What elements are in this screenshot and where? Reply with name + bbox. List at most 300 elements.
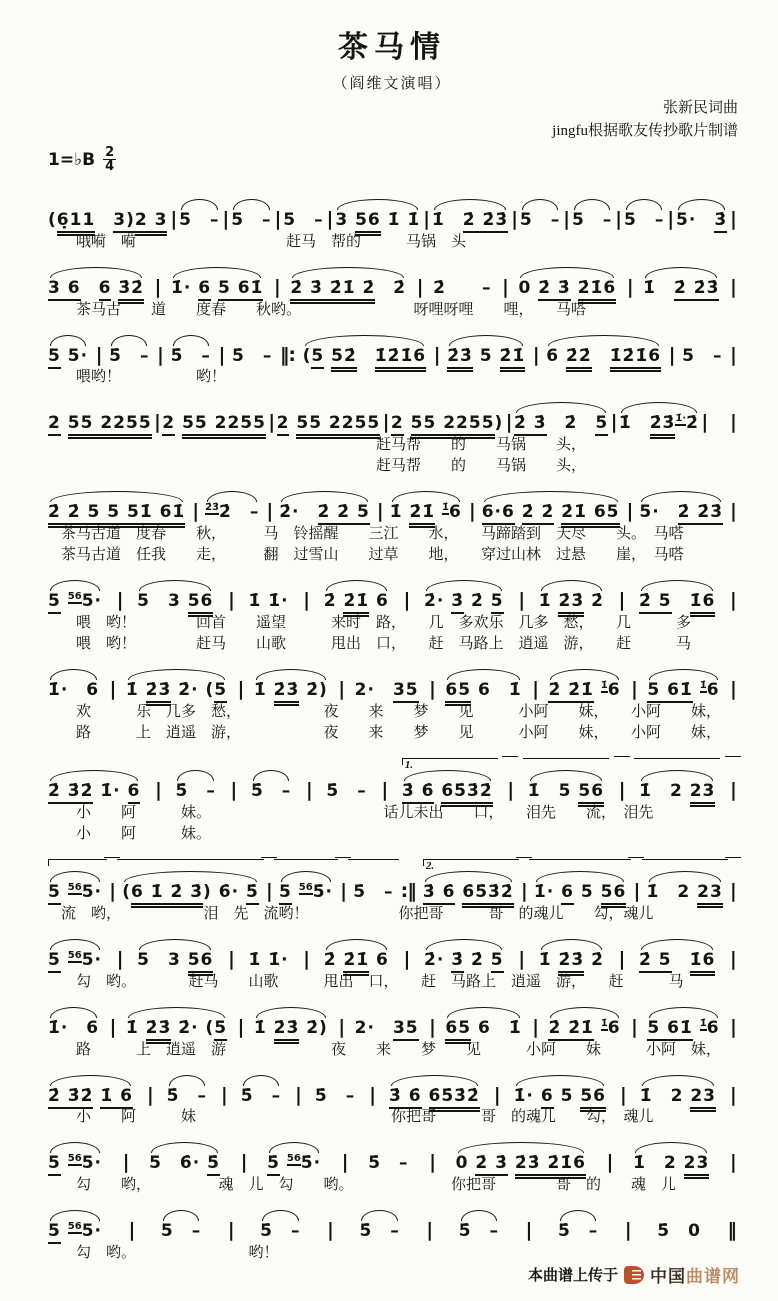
notation-cell <box>572 211 612 230</box>
notation-cell <box>167 1087 207 1106</box>
note-group: 3̇ 6̇ <box>389 1086 422 1109</box>
bar-line: | <box>433 343 440 366</box>
music-system <box>46 1199 738 1264</box>
note-group: 6 <box>449 502 462 523</box>
note-group <box>61 1221 68 1241</box>
note-group: 1̇ 2 <box>646 881 698 902</box>
notation-cell <box>137 951 213 970</box>
bar-line: | <box>729 1015 736 1038</box>
notation-cell <box>254 1019 328 1038</box>
note-group: 5· <box>639 502 678 523</box>
note-group: 5 <box>214 1018 227 1041</box>
note-group <box>594 1018 601 1038</box>
note-group: 5 6̇· <box>149 1153 208 1174</box>
note-group: 55 2255 <box>296 413 380 439</box>
note-group: 5 61̇ <box>647 1018 692 1041</box>
note-group: 1̇ <box>125 1017 146 1038</box>
credit-transcriber: jingfu根据歌友传抄歌片制谱 <box>552 123 738 140</box>
notation-cell <box>432 211 508 230</box>
bar-line: | <box>403 589 410 612</box>
note-group: 35 <box>393 680 419 703</box>
note-group: 5 <box>214 680 227 703</box>
notation-row <box>46 391 738 435</box>
note-group: 5̇ – <box>353 881 394 902</box>
bar-line: | <box>95 343 102 366</box>
note-group: 1̇6 <box>690 591 716 617</box>
note-group <box>672 950 690 970</box>
note-group: 6 <box>607 1017 621 1038</box>
music-system <box>46 1131 738 1196</box>
cnscore-logo-icon <box>624 1266 644 1284</box>
note-group: 6 <box>706 680 720 701</box>
notation-cell <box>355 1019 419 1038</box>
note-group: 5 3 <box>137 591 188 612</box>
note-group: 2̇) <box>299 680 328 701</box>
grace-note: 56 <box>67 1221 82 1233</box>
notation-cell <box>368 1154 408 1173</box>
note-group: 5̇ – <box>314 1085 356 1106</box>
note-group: 5· <box>81 949 102 970</box>
note-group: 2̇1̇ 65 <box>561 502 619 528</box>
lyric-line: 喂哟！ 哟！ <box>46 369 227 386</box>
note-group: 1̇ 1̇· <box>248 591 289 612</box>
note-group: 5· <box>81 591 102 612</box>
note-group: 2̇ – <box>433 277 492 298</box>
repeat-bar-line: ‖: <box>279 343 295 366</box>
note-group: 1̇ <box>253 1017 274 1038</box>
note-group: 5̇· <box>312 881 333 902</box>
note-group <box>693 1018 700 1038</box>
note-group: ( <box>48 209 57 230</box>
note-group: 35 <box>393 1018 419 1041</box>
notation-cell <box>251 782 291 801</box>
grace-note: 1̇ <box>442 502 450 514</box>
bar-line: | <box>626 500 633 523</box>
note-group: 5 – <box>682 345 723 366</box>
grace-note: 1̇ <box>699 1017 707 1029</box>
note-group: 0 <box>455 1153 476 1174</box>
note-group: 2̇) <box>299 1017 328 1038</box>
bar-line: | <box>618 779 625 802</box>
notation-row <box>46 256 738 300</box>
note-group: 5̇ – <box>250 781 292 802</box>
bar-line: | <box>520 879 527 902</box>
bar-line: | <box>295 1083 301 1106</box>
note-group: 56 <box>578 781 604 807</box>
note-group: ( <box>302 345 312 366</box>
note-group <box>672 591 690 611</box>
notation-cell <box>447 347 525 366</box>
note-group: 1̇ <box>643 277 675 298</box>
bar-line: | <box>729 947 736 970</box>
note-group: 3̇ <box>714 210 727 233</box>
note-group: 2̇ 3̇ <box>475 1153 508 1176</box>
bar-line: | <box>563 207 570 230</box>
note-group: 5 <box>48 1221 61 1244</box>
bar-line: | <box>668 343 675 366</box>
note-group: 1̇ <box>538 591 559 612</box>
note-group <box>357 346 375 366</box>
music-system <box>46 569 738 655</box>
lyric-line: 茶马古 道 度春 秋哟。 呀哩呀哩 哩， 马嗒 <box>46 301 587 318</box>
notation-cell <box>48 279 144 298</box>
music-system <box>46 848 738 925</box>
notation-cell <box>126 1019 227 1038</box>
notation-cell <box>390 503 462 522</box>
note-group: 6 <box>561 882 574 905</box>
note-group: 5̇ <box>267 1153 280 1176</box>
notation-cell <box>126 681 227 700</box>
notation-cell <box>254 681 328 700</box>
note-group: ( <box>122 881 131 902</box>
note-group <box>280 1153 287 1173</box>
note-group: 1̇ 5 <box>527 781 579 802</box>
note-group: 5 <box>553 1085 581 1106</box>
notation-row <box>46 928 738 972</box>
note-group: 5̇ – <box>326 781 367 802</box>
bar-line: | <box>154 411 160 434</box>
note-group: 5 <box>48 591 61 614</box>
notation-cell <box>249 951 289 970</box>
note-group <box>61 1153 68 1173</box>
grace-note: 1̇ <box>600 1017 608 1029</box>
note-group: 2̇ 2̇1̇ <box>548 680 593 703</box>
notation-cell <box>232 347 272 366</box>
note-group: 5 3 <box>137 949 188 970</box>
note-group: 1̇ 1̇· <box>248 949 289 970</box>
bar-line: | <box>532 678 539 701</box>
notation-cell <box>401 759 493 802</box>
bar-line: | <box>701 411 708 434</box>
bar-line: | <box>423 207 430 230</box>
note-group: 2̇ 2̇1̇ <box>548 1018 593 1041</box>
note-group: 2̇ 2̇3̇ <box>678 502 723 525</box>
lyric-line: 欢 乐 几多 愁， 夜 来 梦 见 小阿 妹， 小阿 妹， <box>46 704 722 721</box>
note-group: 0 <box>518 277 539 298</box>
notation-cell <box>639 592 715 611</box>
bar-line: | <box>532 1015 539 1038</box>
notation-cell <box>682 347 722 366</box>
bar-line: | <box>227 1219 234 1242</box>
bar-line: | <box>376 500 383 523</box>
lyric-line: 哦嗬 嗬 赶马 帮的 马锅 头 <box>46 233 467 250</box>
notation-row <box>46 324 738 368</box>
notation-row <box>46 569 738 613</box>
notation-cell <box>171 279 263 298</box>
time-signature-denominator: 4 <box>105 159 115 175</box>
bar-line: | <box>518 947 525 970</box>
note-group: 5· <box>60 345 89 366</box>
notation-cell <box>260 1222 300 1241</box>
bar-line: | <box>303 947 310 970</box>
notation-cell <box>205 503 259 522</box>
bar-line: | <box>403 947 410 970</box>
notation-cell <box>137 592 213 611</box>
note-group: 2 <box>391 413 404 436</box>
note-group <box>515 502 522 522</box>
bar-line: | <box>268 411 275 434</box>
note-group: 3̇ <box>451 950 464 973</box>
notation-cell <box>283 211 323 230</box>
bar-line: | <box>633 879 640 902</box>
bar-line: | <box>631 678 637 701</box>
bar-line: | <box>619 1083 626 1106</box>
bar-line: | <box>128 1219 135 1242</box>
note-group: 1̇2̇1̇6 <box>375 346 426 372</box>
note-group: 6 1̇ <box>471 680 522 701</box>
note-group <box>81 278 99 298</box>
note-group: 2̇3̇ <box>146 680 172 706</box>
key-signature: 1=♭B <box>48 149 96 170</box>
note-group: 2̇ 2̇ 5 5 51̇ 61̇ <box>48 502 185 528</box>
note-group: 2̇1̇6 <box>578 278 617 304</box>
bar-line: | <box>240 1151 247 1174</box>
note-group <box>508 1153 515 1173</box>
bar-line: | <box>667 207 674 230</box>
notation-cell <box>433 279 491 298</box>
note-group: 5 – <box>231 209 272 230</box>
note-group: 5 61̇ <box>218 278 263 301</box>
note-group: 6 <box>99 278 112 301</box>
notation-cell <box>657 1222 701 1241</box>
notation-cell <box>359 1222 399 1241</box>
note-group <box>95 210 113 230</box>
note-group: 55 2255 <box>68 413 152 439</box>
bar-line: | <box>109 678 116 701</box>
notation-cell <box>546 347 661 366</box>
note-group: 2 <box>162 413 175 436</box>
bar-line: | <box>218 343 225 366</box>
note-group <box>61 950 68 970</box>
note-group: 6̣11 <box>57 210 96 236</box>
notation-cell <box>619 414 699 433</box>
note-group: 1̇ 1̇ <box>380 209 421 230</box>
note-group: 2̇3̇ <box>274 1018 300 1044</box>
notation-cell <box>48 951 102 970</box>
notation-cell <box>391 414 503 433</box>
note-group: 5 <box>573 881 601 902</box>
notation-cell <box>315 1087 355 1106</box>
note-group: 5̇ – <box>109 345 150 366</box>
note-group: 6 1̇ 2̇ 3̇ <box>131 882 203 908</box>
notation-cell <box>48 1154 102 1173</box>
note-group: 6·6 <box>482 502 515 525</box>
music-system <box>46 996 738 1061</box>
note-group: 5 – <box>179 209 220 230</box>
note-group: 2̇ <box>375 277 407 298</box>
note-group: 65 <box>445 1018 471 1044</box>
notation-cell <box>149 1154 220 1173</box>
note-group: 55 2255 <box>411 413 495 439</box>
notation-row <box>46 1131 738 1175</box>
note-group: 3̇2̇ <box>118 278 144 304</box>
note-group: 2̇1̇ <box>343 591 369 617</box>
note-group: 2̇ 5 <box>639 950 672 973</box>
notation-cell <box>424 592 504 611</box>
grace-note: 56 <box>67 949 82 961</box>
bar-line: | <box>618 589 625 612</box>
notation-cell <box>459 1222 499 1241</box>
notation-cell <box>290 279 406 298</box>
bar-line: | <box>266 500 273 523</box>
bar-line: | <box>341 1151 348 1174</box>
note-group <box>571 278 578 298</box>
note-group: 2̇ <box>464 591 491 612</box>
note-group: 5 <box>472 345 500 366</box>
note-group <box>594 680 601 700</box>
note-group: 2̇3̇ <box>650 413 676 439</box>
bar-line: | <box>116 589 123 612</box>
notation-row <box>46 996 738 1040</box>
notation-cell <box>241 1087 281 1106</box>
note-group: 1̇· <box>171 277 199 298</box>
notation-cell <box>676 211 727 230</box>
performer-subtitle: （阎维文演唱） <box>332 76 452 92</box>
time-signature-numerator: 2 <box>105 144 115 160</box>
bar-line: | <box>273 275 280 298</box>
bar-line: | <box>122 1151 129 1174</box>
credit-composer: 张新民词曲 <box>662 100 738 116</box>
bar-line: | <box>507 779 514 802</box>
note-group: ) <box>494 413 504 434</box>
lyric-line: 茶马古道 任我 走， 翻 过雪山 过草 地， 穿过山林 过悬 崖， 马嗒 <box>46 547 684 564</box>
notation-cell <box>175 782 215 801</box>
grace-note: 56 <box>67 1153 82 1165</box>
note-group: 5 <box>48 346 61 369</box>
bar-line: | <box>340 879 347 902</box>
note-group: 2̇· <box>424 949 452 970</box>
note-group: 65 <box>445 680 471 706</box>
notation-cell <box>179 211 219 230</box>
notation-cell <box>456 1154 586 1173</box>
bar-line: | <box>468 500 475 523</box>
note-group: 1̇· <box>93 781 128 802</box>
note-group: ) 6̇· <box>203 881 246 902</box>
music-system <box>46 658 738 744</box>
notation-cell <box>324 592 389 611</box>
note-group: 5· <box>81 1153 102 1174</box>
lyric-line: 小 阿 妹 你把哥 哥 的魂儿 勾， 魂儿 <box>46 1109 654 1126</box>
note-group: 1̇6 <box>690 950 716 976</box>
grace-note: 2̇3̇ <box>205 502 220 514</box>
bar-line: | <box>154 779 161 802</box>
note-group: 5̇ <box>207 1153 220 1176</box>
bar-line: | <box>369 1083 376 1106</box>
note-group: 2̇2̇ <box>566 346 592 372</box>
bar-line: | <box>222 207 229 230</box>
note-group: 5 <box>279 882 292 905</box>
note-group: 56 <box>580 1086 606 1112</box>
note-group: 1̇ <box>538 949 559 970</box>
note-group: 5̇ – <box>166 1085 208 1106</box>
note-group: 2̇ 3̇2̇ <box>48 1086 93 1109</box>
notation-cell <box>548 1019 620 1038</box>
note-group: 1̇2̇1̇6 <box>610 346 661 372</box>
notation-cell <box>558 1222 598 1241</box>
note-group: 3) <box>113 210 135 233</box>
lyric-line: 赶马帮 的 马锅 头， <box>46 458 587 475</box>
note-group: 23 <box>697 882 723 908</box>
note-group <box>592 346 610 366</box>
bar-line: | <box>729 879 736 902</box>
bar-line: | <box>730 343 736 366</box>
note-group <box>435 502 442 522</box>
bar-line: | <box>624 1219 631 1242</box>
bar-line: | <box>511 207 518 230</box>
note-group: 2̇1̇ <box>409 502 435 528</box>
note-group: 1̇ 2 <box>639 781 690 802</box>
note-group: 2· <box>354 680 393 701</box>
lyric-line: 小 阿 妹。 <box>46 825 212 842</box>
grace-note: 1̇ <box>600 680 608 692</box>
note-group: 55 2255 <box>182 413 266 439</box>
bar-line: | <box>109 1015 116 1038</box>
note-group: 2̇· ( <box>171 680 215 701</box>
grace-note: 1̇ <box>699 680 707 692</box>
notation-row <box>46 188 738 232</box>
note-group: 2̇ <box>686 413 699 434</box>
bar-line: | <box>631 1015 637 1038</box>
bar-line: | <box>429 1151 436 1174</box>
note-group: 2̇3̇ <box>558 950 584 976</box>
bar-line: | <box>274 207 281 230</box>
notation-cell <box>48 592 102 611</box>
lyric-line: 路 上 逍遥 游 夜 来 梦 见 小阿 妹 小阿 妹， <box>46 1041 722 1058</box>
bar-line: | <box>729 411 736 434</box>
notation-cell <box>277 414 381 433</box>
note-group: 6̇5̇3̇2̇ <box>441 781 492 807</box>
note-group: 1̇ <box>253 680 274 701</box>
notation-cell <box>647 681 719 700</box>
bar-line: | <box>518 589 525 612</box>
notation-cell <box>326 782 366 801</box>
notation-cell <box>647 1019 719 1038</box>
notation-cell <box>335 211 420 230</box>
notation-cell <box>231 211 271 230</box>
bar-line: | <box>730 500 736 523</box>
note-group: 6 <box>128 781 141 804</box>
notation-cell <box>161 1222 201 1241</box>
notation-cell <box>539 592 604 611</box>
grace-note: 56 <box>67 881 82 893</box>
notation-cell <box>48 1087 133 1106</box>
note-group: 5̇ – <box>231 345 273 366</box>
notation-cell <box>647 883 723 902</box>
music-system <box>46 256 738 321</box>
music-system <box>46 188 738 253</box>
credits <box>46 97 738 144</box>
bar-line: | <box>237 1015 244 1038</box>
note-group: 23 <box>684 1153 710 1179</box>
bar-line: | <box>303 589 310 612</box>
bar-line: | <box>532 343 539 366</box>
score-body <box>46 188 738 1264</box>
bar-line: | <box>416 275 423 298</box>
volta-label: 2. <box>425 859 435 872</box>
note-group: 2 <box>277 413 290 436</box>
note-group: 5̇ – <box>368 1153 409 1174</box>
bar-line: | <box>170 207 177 230</box>
note-group: 2̇ 2̇ 5 <box>318 502 370 525</box>
music-system <box>46 391 738 477</box>
note-group: 1̇· 6 <box>48 680 100 701</box>
notation-cell <box>482 503 620 522</box>
notation-cell <box>48 211 167 230</box>
bar-line: | <box>327 1219 333 1242</box>
notation-row <box>46 658 738 702</box>
note-group: 5̇ – <box>458 1221 500 1242</box>
bar-line: | <box>729 589 736 612</box>
